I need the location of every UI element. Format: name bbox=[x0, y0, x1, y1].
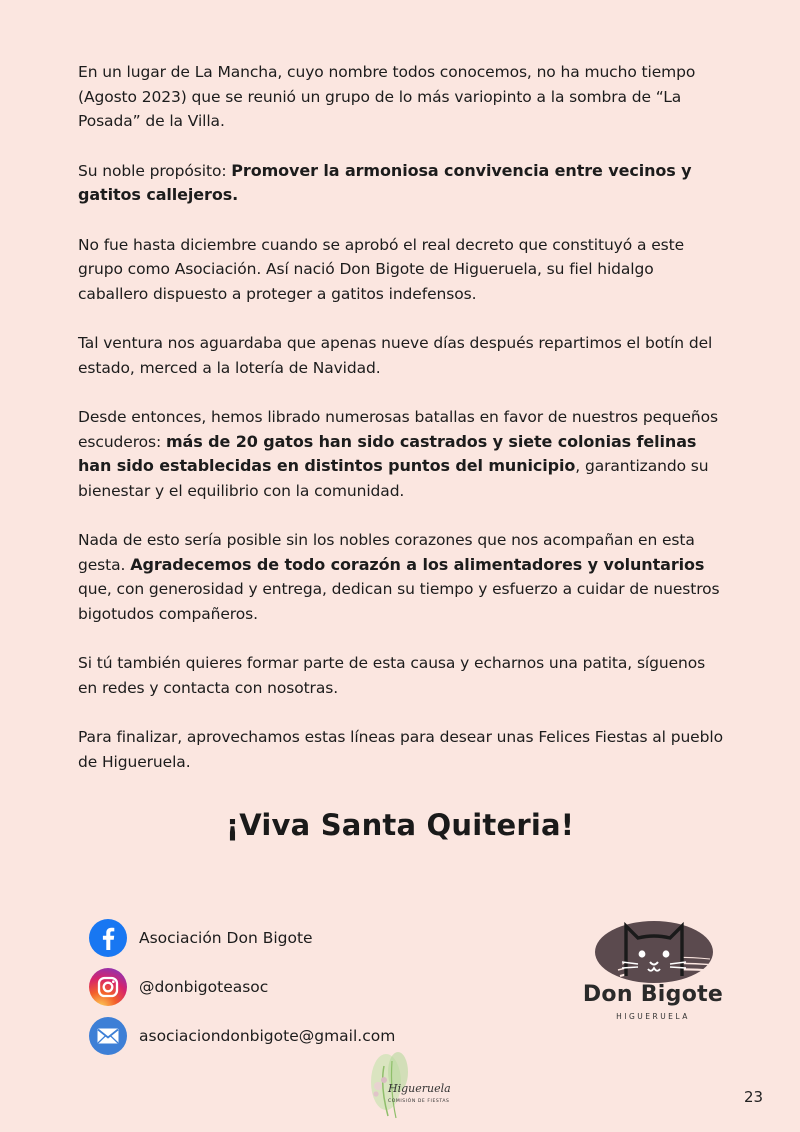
paragraph-text: Su noble propósito: bbox=[78, 161, 232, 180]
article-body bbox=[78, 60, 728, 799]
paragraph-text: , garantizando su bienestar y el equilibrio con la comunidad. bbox=[78, 457, 709, 500]
paragraph bbox=[78, 405, 728, 503]
footer-logo-subtitle: COMISIÓN DE FIESTAS bbox=[388, 1099, 450, 1104]
facebook-icon bbox=[88, 918, 128, 958]
footer-logo-title: Higueruela bbox=[388, 1082, 451, 1095]
email-address: asociaciondonbigote@gmail.com bbox=[139, 1027, 396, 1045]
paragraph bbox=[78, 60, 728, 134]
paragraph-text: No fue hasta diciembre cuando se aprobó el real decreto que constituyó a este grupo como Asociación. Así nació Don Bigote de Higueruela, su fiel hidalgo caballero dispuesto a proteger a gatitos indefensos. bbox=[78, 235, 685, 303]
paragraph-text: que, con generosidad y entrega, dedican su tiempo y esfuerzo a cuidar de nuestros bigotudos compañeros. bbox=[78, 580, 720, 623]
paragraph bbox=[78, 331, 728, 380]
paragraph bbox=[78, 233, 728, 307]
paragraph-text: Para finalizar, aprovechamos estas líneas para desear unas Felices Fiestas al pueblo de Higueruela. bbox=[78, 728, 723, 771]
comision-fiestas-logo bbox=[358, 1046, 458, 1126]
paragraph bbox=[78, 725, 728, 774]
paragraph-text: Desde entonces, hemos librado numerosas batallas en favor de nuestros pequeños escuderos: bbox=[78, 408, 719, 451]
contact-list bbox=[88, 918, 448, 1065]
contact-instagram[interactable] bbox=[88, 967, 448, 1007]
highlighted-text: más de 20 gatos han sido castrados y siete colonias felinas han sido establecidas en distintos puntos del municipio bbox=[78, 431, 697, 475]
cat-face-icon bbox=[578, 912, 728, 984]
highlighted-text: Agradecemos de todo corazón a los alimentadores y voluntarios bbox=[130, 554, 705, 574]
logo-subtitle: HIGUERUELA bbox=[616, 1012, 690, 1021]
paragraph-text: Tal ventura nos aguardaba que apenas nueve días después repartimos el botín del estado, merced a la lotería de Navidad. bbox=[78, 334, 713, 377]
contact-facebook[interactable] bbox=[88, 918, 448, 958]
don-bigote-logo bbox=[578, 912, 728, 1027]
paragraph-text: En un lugar de La Mancha, cuyo nombre todos conocemos, no ha mucho tiempo (Agosto 2023) que se reunió un grupo de lo más variopinto a la sombra de “La Posada” de la Villa. bbox=[78, 63, 696, 130]
page-number: 23 bbox=[744, 1088, 764, 1106]
paragraph-text: Nada de esto sería posible sin los nobles corazones que nos acompañan en esta gesta. bbox=[78, 531, 695, 574]
email-icon bbox=[88, 1016, 128, 1056]
logo-title: Don Bigote bbox=[582, 982, 724, 1007]
paragraph-text: Si tú también quieres formar parte de esta causa y echarnos una patita, síguenos en redes y contacta con nosotras. bbox=[78, 654, 706, 697]
paragraph bbox=[78, 159, 728, 208]
paragraph bbox=[78, 651, 728, 700]
paragraph bbox=[78, 528, 728, 626]
facebook-handle: Asociación Don Bigote bbox=[139, 929, 313, 947]
instagram-handle: @donbigoteasoc bbox=[139, 978, 269, 996]
instagram-icon bbox=[88, 967, 128, 1007]
closing-heading: ¡Viva Santa Quiteria! bbox=[225, 808, 575, 842]
highlighted-text: Promover la armoniosa convivencia entre vecinos y gatitos callejeros. bbox=[78, 160, 692, 204]
